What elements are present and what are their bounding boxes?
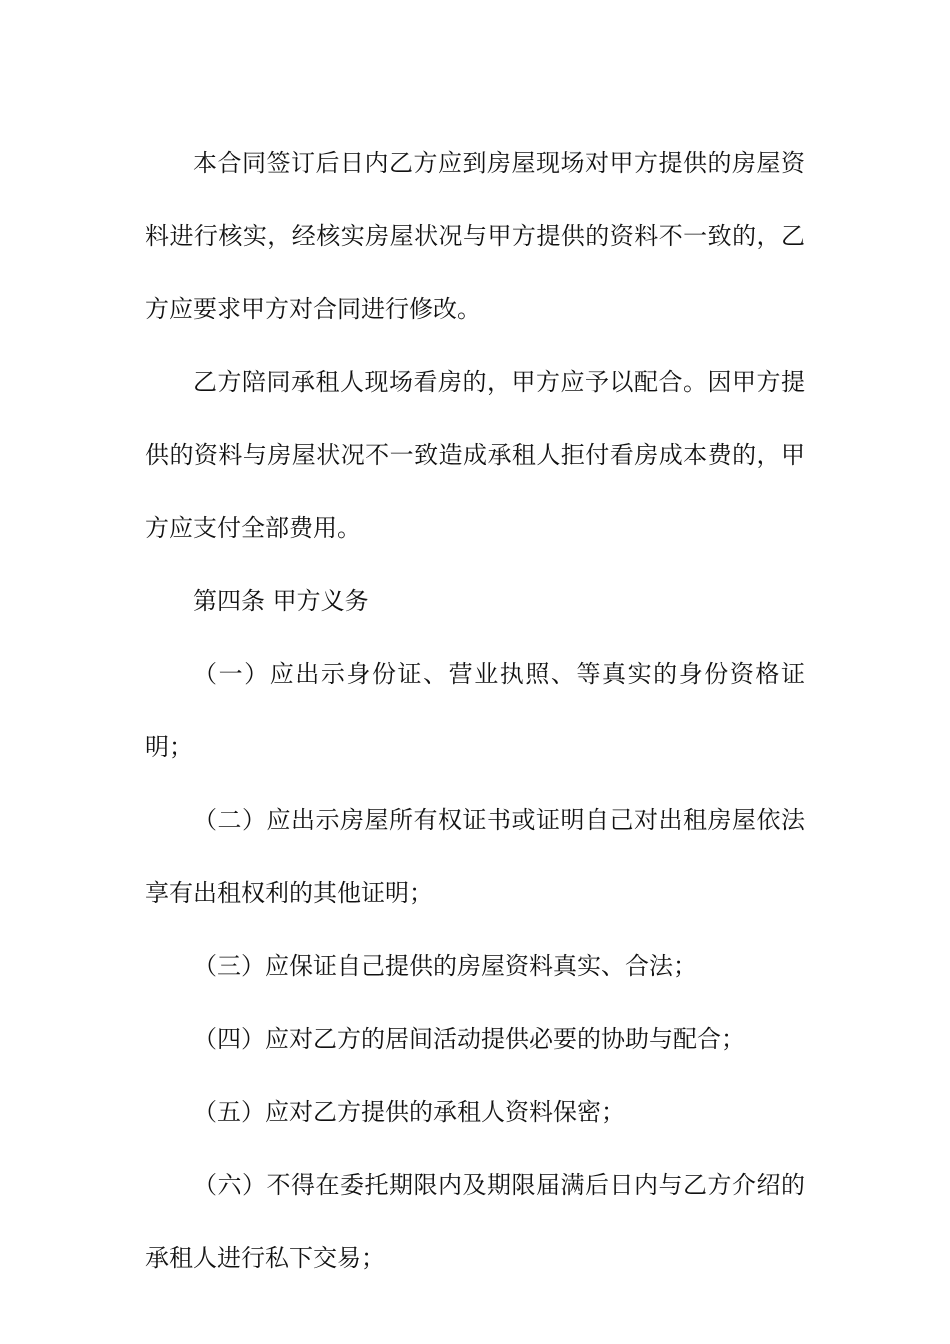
obligation-item-1: （一）应出示身份证、营业执照、等真实的身份资格证明； [145, 660, 805, 761]
paragraph-viewing: 乙方陪同承租人现场看房的，甲方应予以配合。因甲方提供的资料与房屋状况不一致造成承租人拒付看房成本费的，甲方应支付全部费用。 [145, 368, 805, 542]
paragraph-verification: 本合同签订后日内乙方应到房屋现场对甲方提供的房屋资料进行核实，经核实房屋状况与甲方提供的资料不一致的，乙方应要求甲方对合同进行修改。 [145, 149, 805, 323]
article-heading: 第四条 甲方义务 [193, 587, 369, 615]
obligation-item-6: （六）不得在委托期限内及期限届满后日内与乙方介绍的承租人进行私下交易； [145, 1171, 805, 1272]
obligation-item-2: （二）应出示房屋所有权证书或证明自己对出租房屋依法享有出租权利的其他证明； [145, 806, 805, 907]
obligation-item-3: （三）应保证自己提供的房屋资料真实、合法； [193, 952, 697, 980]
document-page [145, 127, 805, 1295]
obligation-item-4: （四）应对乙方的居间活动提供必要的协助与配合； [193, 1025, 745, 1053]
obligation-item-5: （五）应对乙方提供的承租人资料保密； [193, 1098, 625, 1126]
